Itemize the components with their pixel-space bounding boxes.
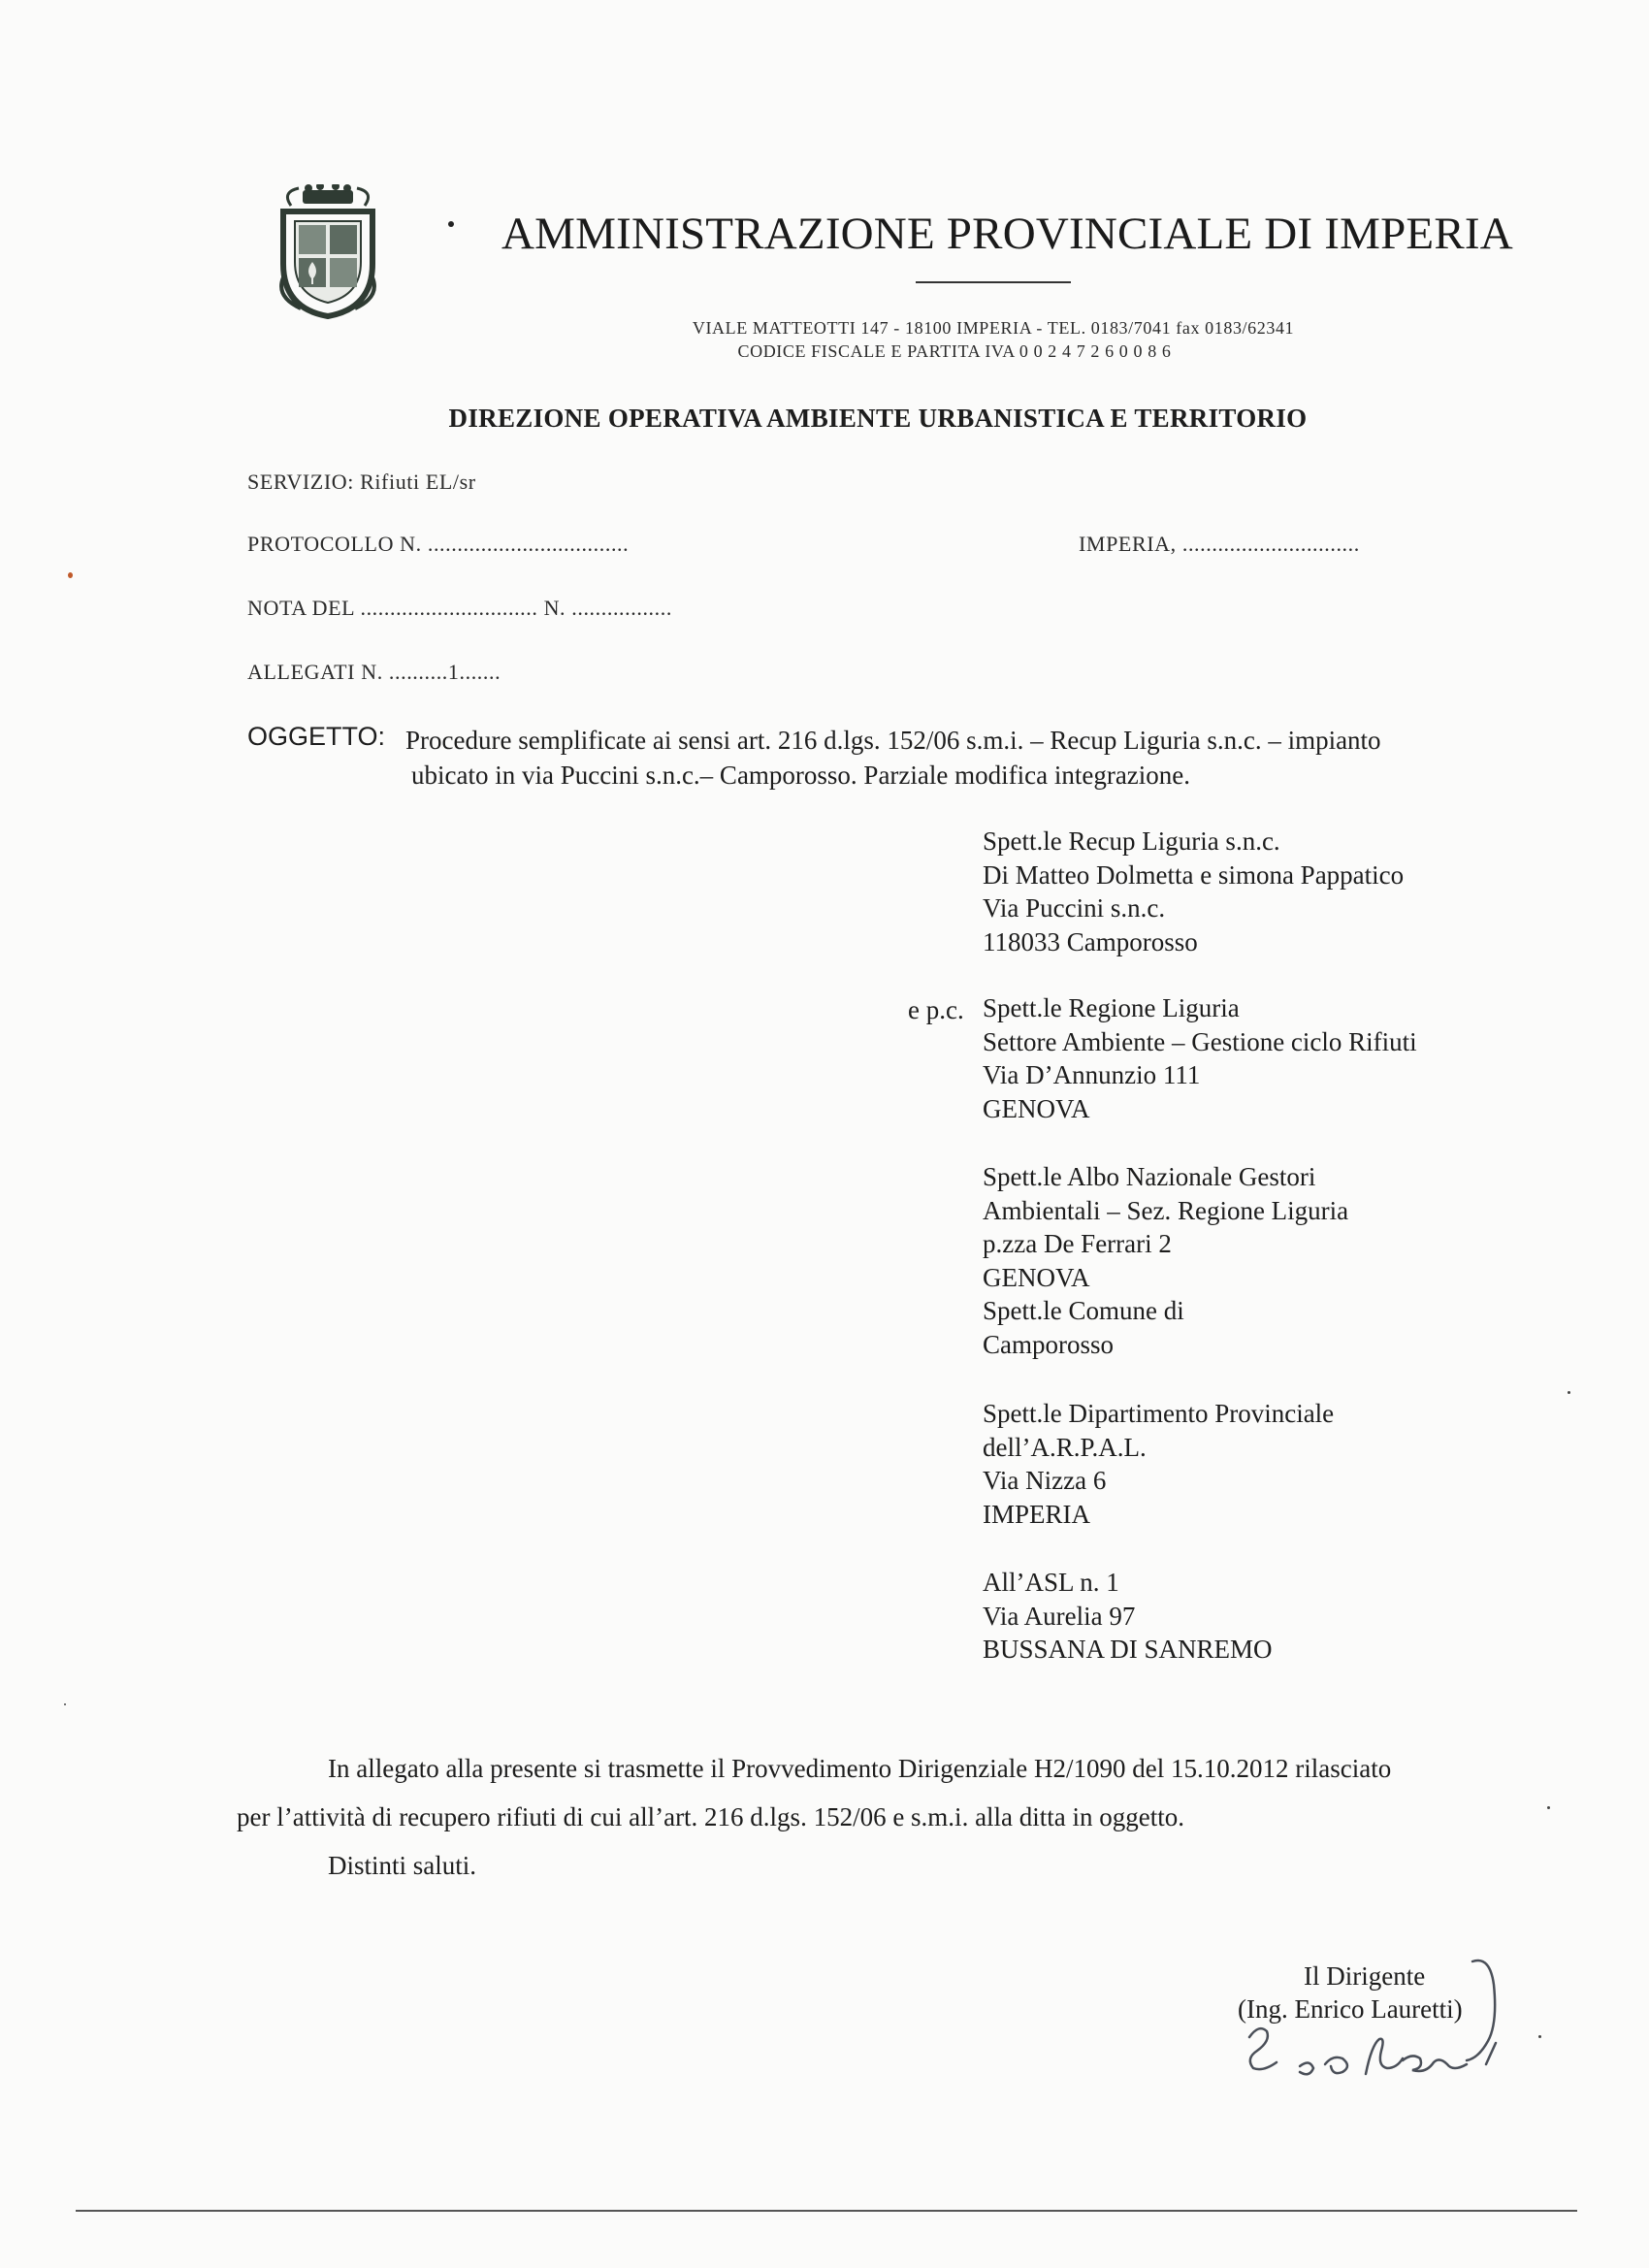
page-title: AMMINISTRAZIONE PROVINCIALE DI IMPERIA bbox=[501, 209, 1513, 259]
tax-id-line: CODICE FISCALE E PARTITA IVA 0 0 2 4 7 2 6 0 0 8 6 bbox=[737, 341, 1172, 361]
recipient-line: Via Nizza 6 bbox=[983, 1466, 1107, 1495]
signatory-name: (Ing. Enrico Lauretti) bbox=[1238, 1994, 1463, 2024]
department-heading: DIREZIONE OPERATIVA AMBIENTE URBANISTICA E TERRITORIO bbox=[448, 404, 1308, 433]
recipient-line: Via Puccini s.n.c. bbox=[983, 893, 1166, 923]
recipient-line: p.zza De Ferrari 2 bbox=[983, 1229, 1172, 1258]
nota-field: NOTA DEL .............................. N. ................. bbox=[247, 596, 672, 620]
cc-label: e p.c. bbox=[908, 995, 964, 1024]
recipient-line: Spett.le Dipartimento Provinciale bbox=[983, 1399, 1335, 1428]
recipient-regione bbox=[983, 991, 1417, 1125]
provincial-crest-logo bbox=[270, 184, 386, 320]
scan-speck bbox=[64, 1703, 66, 1705]
recipient-line: Spett.le Albo Nazionale Gestori bbox=[983, 1162, 1316, 1191]
recipient-line: Via Aurelia 97 bbox=[983, 1601, 1136, 1631]
subject-label: OGGETTO: bbox=[247, 722, 386, 751]
recipient-primary bbox=[983, 825, 1404, 958]
recipient-line: Settore Ambiente – Gestione ciclo Rifiuti bbox=[983, 1026, 1417, 1056]
title-divider bbox=[916, 281, 1071, 283]
signatory-role: Il Dirigente bbox=[1304, 1961, 1426, 1991]
recipient-arpal bbox=[983, 1397, 1334, 1531]
servizio-field: SERVIZIO: Rifiuti EL/sr bbox=[247, 470, 476, 494]
ink-dot bbox=[448, 221, 454, 227]
body-line-2: per l’attività di recupero rifiuti di cui all’art. 216 d.lgs. 152/06 e s.m.i. alla ditta in oggetto. bbox=[237, 1802, 1185, 1831]
recipient-line: Ambientali – Sez. Regione Liguria bbox=[983, 1195, 1349, 1225]
recipient-line: GENOVA bbox=[983, 1093, 1090, 1123]
recipient-line: Via D’Annunzio 111 bbox=[983, 1060, 1201, 1089]
handwritten-signature bbox=[1232, 1950, 1523, 2095]
scan-speck bbox=[68, 572, 73, 578]
recipient-line: Spett.le Recup Liguria s.n.c. bbox=[983, 826, 1280, 856]
protocollo-field: PROTOCOLLO N. .................................. bbox=[247, 532, 630, 556]
closing-greeting: Distinti saluti. bbox=[328, 1851, 477, 1880]
recipient-line: 118033 Camporosso bbox=[983, 926, 1198, 956]
recipient-line: BUSSANA DI SANREMO bbox=[983, 1635, 1273, 1664]
allegati-field: ALLEGATI N. ..........1....... bbox=[247, 660, 501, 684]
place-date-field: IMPERIA, .............................. bbox=[1079, 532, 1360, 556]
footer-rule bbox=[76, 2210, 1577, 2212]
recipient-line: GENOVA bbox=[983, 1262, 1090, 1292]
recipient-asl bbox=[983, 1566, 1273, 1667]
recipient-line: Camporosso bbox=[983, 1329, 1114, 1359]
recipient-line: Spett.le Comune di bbox=[983, 1296, 1184, 1325]
address-line: VIALE MATTEOTTI 147 - 18100 IMPERIA - TEL. 0183/7041 fax 0183/62341 bbox=[692, 318, 1295, 338]
recipient-line: IMPERIA bbox=[983, 1499, 1091, 1529]
recipient-line: dell’A.R.P.A.L. bbox=[983, 1432, 1147, 1462]
body-line-1: In allegato alla presente si trasmette il Provvedimento Dirigenziale H2/1090 del 15.10.2012 rilasciato bbox=[328, 1754, 1392, 1783]
recipient-line: Di Matteo Dolmetta e simona Pappatico bbox=[983, 859, 1405, 890]
scan-speck bbox=[1538, 2035, 1541, 2038]
recipient-albo bbox=[983, 1160, 1348, 1361]
scan-speck bbox=[1568, 1391, 1570, 1394]
recipient-line: All’ASL n. 1 bbox=[983, 1568, 1119, 1597]
subject-line-2: ubicato in via Puccini s.n.c.– Camporosso. Parziale modifica integrazione. bbox=[411, 761, 1191, 790]
recipient-line: Spett.le Regione Liguria bbox=[983, 993, 1240, 1022]
scan-speck bbox=[1547, 1806, 1550, 1809]
subject-line-1: Procedure semplificate ai sensi art. 216 d.lgs. 152/06 s.m.i. – Recup Liguria s.n.c. – impianto bbox=[405, 726, 1381, 755]
